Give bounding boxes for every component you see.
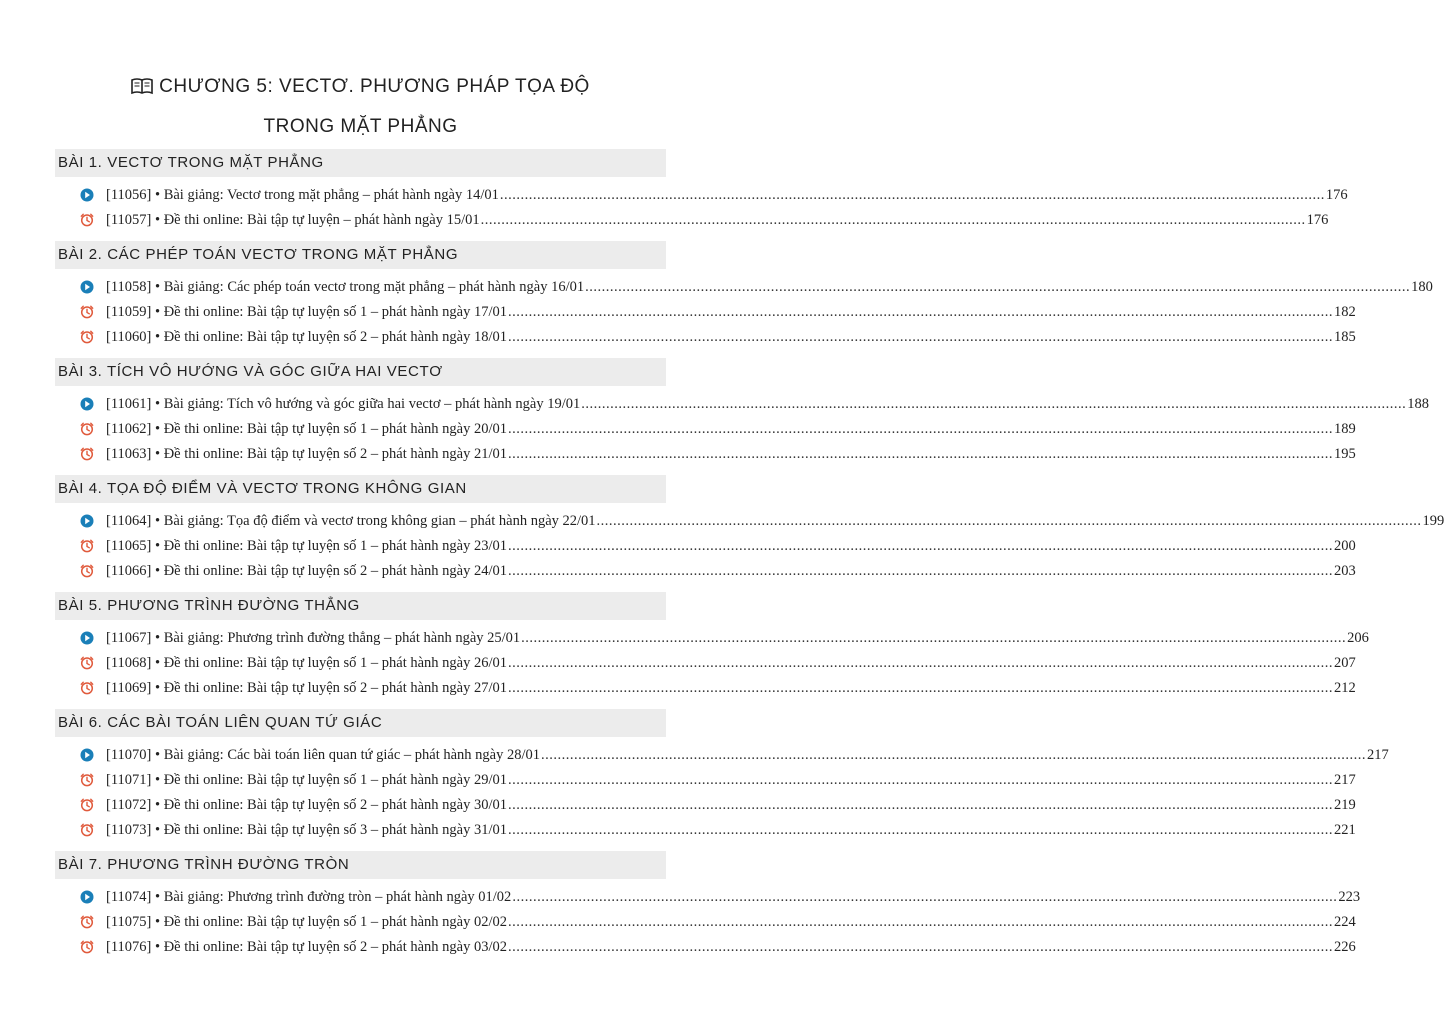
play-icon	[80, 631, 94, 645]
dot-leader: ........................................................................................................................................................................................................	[508, 680, 1334, 696]
page-number: 203	[1334, 563, 1356, 579]
entry-text: [11064] • Bài giảng: Tọa độ điểm và vectơ trong không gian – phát hành ngày 22/01	[106, 513, 596, 529]
toc-section	[55, 592, 1369, 709]
clock-icon	[80, 915, 94, 929]
page-number: 224	[1334, 914, 1356, 930]
toc-entry-exam[interactable]	[55, 935, 1356, 960]
clock-icon	[80, 823, 94, 837]
toc-section	[55, 475, 1444, 592]
toc-entry-lecture[interactable]	[55, 743, 1389, 768]
entry-text: [11067] • Bài giảng: Phương trình đường thẳng – phát hành ngày 25/01	[106, 630, 521, 646]
chapter-title-line2: TRONG MẶT PHẲNG	[263, 116, 458, 137]
dot-leader: ........................................................................................................................................................................................................	[508, 329, 1334, 345]
page-number: 207	[1334, 655, 1356, 671]
dot-leader: ........................................................................................................................................................................................................	[508, 563, 1334, 579]
dot-leader: ........................................................................................................................................................................................................	[508, 914, 1334, 930]
play-icon	[80, 514, 94, 528]
page-number: 195	[1334, 446, 1356, 462]
page-number: 182	[1334, 304, 1356, 320]
dot-leader: ........................................................................................................................................................................................................	[508, 822, 1334, 838]
entry-text: [11072] • Đề thi online: Bài tập tự luyện số 2 – phát hành ngày 30/01	[106, 797, 508, 813]
page-number: 188	[1407, 396, 1430, 412]
page-number: 212	[1334, 680, 1356, 696]
toc-entry-exam[interactable]	[55, 818, 1356, 843]
play-icon	[80, 397, 94, 411]
dot-leader: ........................................................................................................................................................................................................	[508, 304, 1334, 320]
section-heading: BÀI 5. PHƯƠNG TRÌNH ĐƯỜNG THẲNG	[55, 592, 666, 620]
toc-entry-lecture[interactable]	[55, 626, 1369, 651]
dot-leader: ........................................................................................................................................................................................................	[508, 421, 1334, 437]
dot-leader: ........................................................................................................................................................................................................	[596, 513, 1422, 529]
toc-entry-exam[interactable]	[55, 534, 1356, 559]
chapter-title	[0, 76, 721, 98]
play-icon	[80, 748, 94, 762]
entry-text: [11070] • Bài giảng: Các bài toán liên quan tứ giác – phát hành ngày 28/01	[106, 747, 541, 763]
toc-entry-exam[interactable]	[55, 208, 1329, 233]
toc-entry-lecture[interactable]	[55, 392, 1430, 417]
dot-leader: ........................................................................................................................................................................................................	[499, 187, 1325, 203]
toc-entry-lecture[interactable]	[55, 885, 1361, 910]
clock-icon	[80, 213, 94, 227]
clock-icon	[80, 422, 94, 436]
dot-leader: ........................................................................................................................................................................................................	[508, 939, 1334, 955]
entry-text: [11056] • Bài giảng: Vectơ trong mặt phẳng – phát hành ngày 14/01	[106, 187, 499, 203]
page-number: 176	[1306, 212, 1329, 228]
chapter-title-line1: CHƯƠNG 5: VECTƠ. PHƯƠNG PHÁP TỌA ĐỘ	[159, 76, 590, 97]
entry-text: [11071] • Đề thi online: Bài tập tự luyện số 1 – phát hành ngày 29/01	[106, 772, 508, 788]
dot-leader: ........................................................................................................................................................................................................	[508, 446, 1334, 462]
toc-entry-exam[interactable]	[55, 676, 1356, 701]
clock-icon	[80, 539, 94, 553]
play-icon	[80, 188, 94, 202]
entry-text: [11066] • Đề thi online: Bài tập tự luyện số 2 – phát hành ngày 24/01	[106, 563, 508, 579]
entry-text: [11057] • Đề thi online: Bài tập tự luyện – phát hành ngày 15/01	[106, 212, 480, 228]
dot-leader: ........................................................................................................................................................................................................	[581, 396, 1407, 412]
toc-entry-lecture[interactable]	[55, 183, 1348, 208]
play-icon	[80, 890, 94, 904]
section-heading: BÀI 3. TÍCH VÔ HƯỚNG VÀ GÓC GIỮA HAI VECTƠ	[55, 358, 666, 386]
page-number: 221	[1334, 822, 1356, 838]
entry-text: [11076] • Đề thi online: Bài tập tự luyện số 2 – phát hành ngày 03/02	[106, 939, 508, 955]
page-number: 185	[1334, 329, 1356, 345]
clock-icon	[80, 681, 94, 695]
toc-entry-exam[interactable]	[55, 559, 1356, 584]
clock-icon	[80, 798, 94, 812]
clock-icon	[80, 305, 94, 319]
book-icon	[131, 78, 153, 95]
page-number: 206	[1347, 630, 1369, 646]
section-heading: BÀI 4. TỌA ĐỘ ĐIỂM VÀ VECTƠ TRONG KHÔNG GIAN	[55, 475, 666, 503]
section-heading: BÀI 2. CÁC PHÉP TOÁN VECTƠ TRONG MẶT PHẲNG	[55, 241, 666, 269]
toc-section	[55, 149, 1348, 241]
page-number: 217	[1367, 747, 1389, 763]
page-number: 226	[1334, 939, 1356, 955]
entry-text: [11063] • Đề thi online: Bài tập tự luyện số 2 – phát hành ngày 21/01	[106, 446, 508, 462]
toc-entry-exam[interactable]	[55, 300, 1356, 325]
page-number: 189	[1334, 421, 1356, 437]
clock-icon	[80, 564, 94, 578]
play-icon	[80, 280, 94, 294]
dot-leader: ........................................................................................................................................................................................................	[480, 212, 1306, 228]
toc-section	[55, 241, 1433, 358]
clock-icon	[80, 773, 94, 787]
toc-entry-exam[interactable]	[55, 325, 1356, 350]
entry-text: [11069] • Đề thi online: Bài tập tự luyện số 2 – phát hành ngày 27/01	[106, 680, 508, 696]
toc-entry-exam[interactable]	[55, 442, 1356, 467]
entry-text: [11058] • Bài giảng: Các phép toán vectơ trong mặt phẳng – phát hành ngày 16/01	[106, 279, 585, 295]
clock-icon	[80, 330, 94, 344]
page-number: 199	[1422, 513, 1444, 529]
toc-sections	[55, 149, 1444, 968]
toc-entry-lecture[interactable]	[55, 275, 1433, 300]
toc-entry-lecture[interactable]	[55, 509, 1444, 534]
page-number: 217	[1334, 772, 1356, 788]
page-number: 200	[1334, 538, 1356, 554]
clock-icon	[80, 940, 94, 954]
clock-icon	[80, 447, 94, 461]
entry-text: [11073] • Đề thi online: Bài tập tự luyện số 3 – phát hành ngày 31/01	[106, 822, 508, 838]
entry-text: [11060] • Đề thi online: Bài tập tự luyện số 2 – phát hành ngày 18/01	[106, 329, 508, 345]
page-number: 176	[1325, 187, 1348, 203]
toc-entry-exam[interactable]	[55, 910, 1356, 935]
toc-entry-exam[interactable]	[55, 651, 1356, 676]
section-heading: BÀI 7. PHƯƠNG TRÌNH ĐƯỜNG TRÒN	[55, 851, 666, 879]
page-number: 223	[1338, 889, 1361, 905]
dot-leader: ........................................................................................................................................................................................................	[508, 797, 1334, 813]
entry-text: [11059] • Đề thi online: Bài tập tự luyện số 1 – phát hành ngày 17/01	[106, 304, 508, 320]
section-heading: BÀI 1. VECTƠ TRONG MẶT PHẲNG	[55, 149, 666, 177]
entry-text: [11061] • Bài giảng: Tích vô hướng và góc giữa hai vectơ – phát hành ngày 19/01	[106, 396, 581, 412]
page-number: 180	[1411, 279, 1433, 295]
toc-section	[55, 851, 1361, 968]
clock-icon	[80, 656, 94, 670]
dot-leader: ........................................................................................................................................................................................................	[521, 630, 1347, 646]
toc-section	[55, 709, 1389, 851]
entry-text: [11068] • Đề thi online: Bài tập tự luyện số 1 – phát hành ngày 26/01	[106, 655, 508, 671]
toc-entry-exam[interactable]	[55, 768, 1356, 793]
dot-leader: ........................................................................................................................................................................................................	[508, 772, 1334, 788]
entry-text: [11062] • Đề thi online: Bài tập tự luyện số 1 – phát hành ngày 20/01	[106, 421, 508, 437]
entry-text: [11075] • Đề thi online: Bài tập tự luyện số 1 – phát hành ngày 02/02	[106, 914, 508, 930]
toc-entry-exam[interactable]	[55, 417, 1356, 442]
toc-entry-exam[interactable]	[55, 793, 1356, 818]
entry-text: [11074] • Bài giảng: Phương trình đường tròn – phát hành ngày 01/02	[106, 889, 512, 905]
dot-leader: ........................................................................................................................................................................................................	[508, 538, 1334, 554]
dot-leader: ........................................................................................................................................................................................................	[541, 747, 1367, 763]
dot-leader: ........................................................................................................................................................................................................	[508, 655, 1334, 671]
dot-leader: ........................................................................................................................................................................................................	[585, 279, 1411, 295]
page-number: 219	[1334, 797, 1356, 813]
section-heading: BÀI 6. CÁC BÀI TOÁN LIÊN QUAN TỨ GIÁC	[55, 709, 666, 737]
entry-text: [11065] • Đề thi online: Bài tập tự luyện số 1 – phát hành ngày 23/01	[106, 538, 508, 554]
toc-section	[55, 358, 1430, 475]
dot-leader: ........................................................................................................................................................................................................	[512, 889, 1338, 905]
